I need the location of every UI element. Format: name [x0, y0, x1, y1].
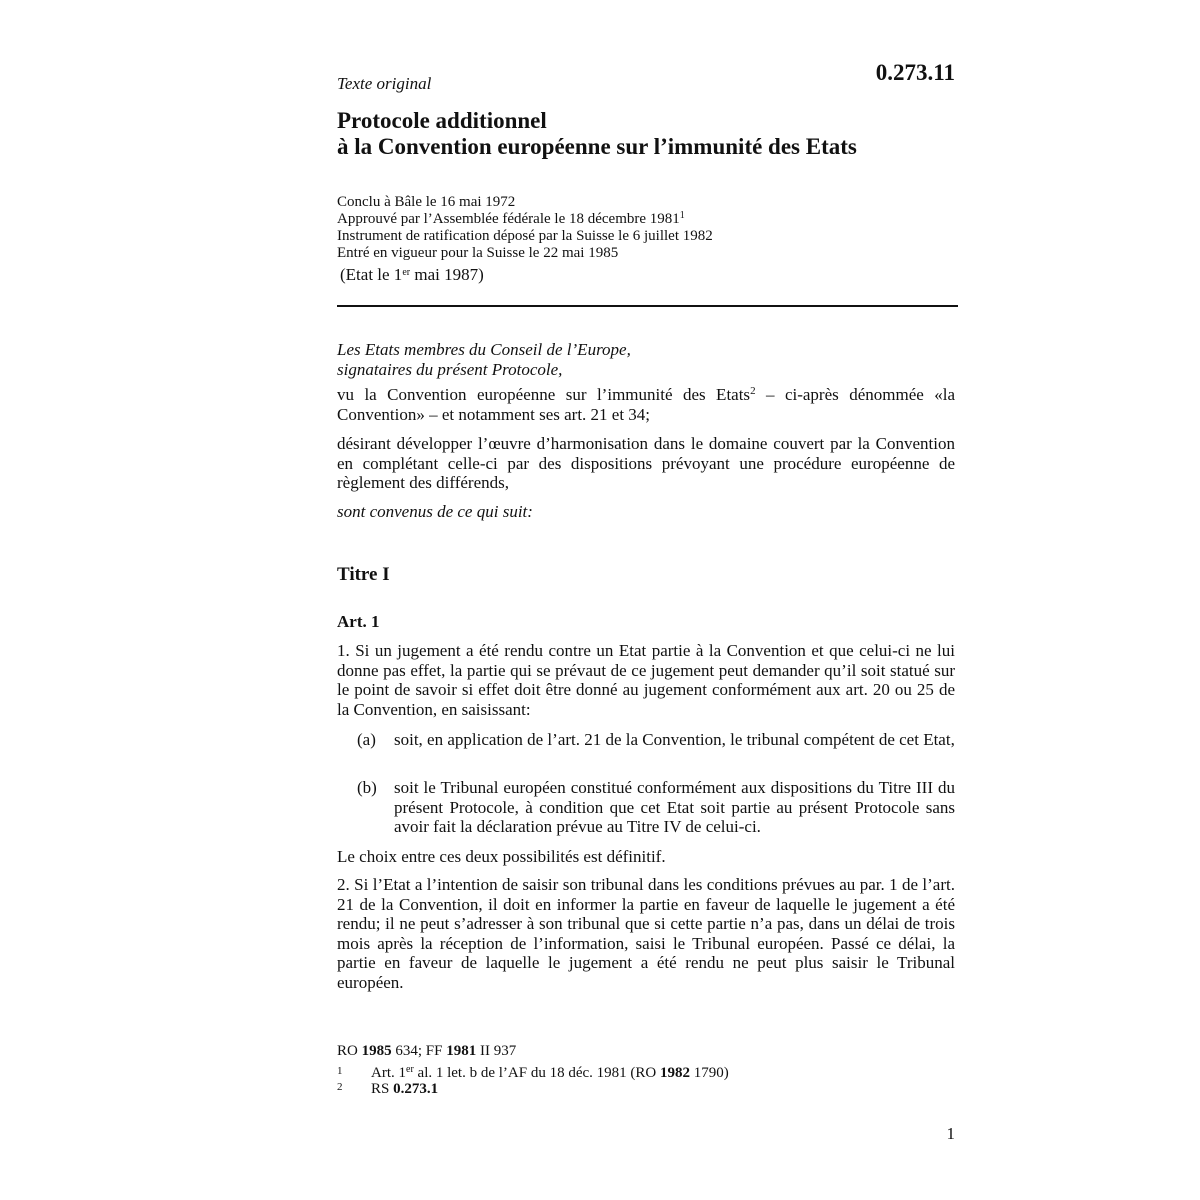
footnote-text — [371, 1081, 957, 1097]
fn2-text-a: RS — [371, 1081, 394, 1097]
meta-in-force: Entré en vigueur pour la Suisse le 22 mai 1985 — [337, 245, 619, 261]
header-divider — [337, 305, 958, 307]
page-number: 1 — [946, 1124, 955, 1143]
preamble-heading-line-1: Les Etats membres du Conseil de l’Europe, — [337, 340, 631, 359]
footnote-number: 2 — [337, 1081, 343, 1093]
article-paragraph-1: 1. Si un jugement a été rendu contre un Etat partie à la Convention et que celui-ci ne lui donne pas effet, la partie qui se prévaut de ce jugement peut demander qu’il soit statué sur le point de savoir si effet doit être donné au jugement conformément aux art. 20 ou 25 de la Convention, en saisissant: — [337, 641, 955, 719]
preamble-closing: sont convenus de ce qui suit: — [337, 502, 533, 521]
list-item-b — [337, 778, 955, 837]
list-item-text: soit le Tribunal européen constitué conformément aux dispositions du Titre III du présent Protocole, à condition que cet Etat soit partie au présent Protocole sans avoir fait la déclaration prévue au Titre IV de celui-ci. — [394, 778, 955, 836]
preamble-p1-text-a: vu la Convention européenne sur l’immunité des Etats — [337, 385, 751, 404]
ff-year: 1981 — [446, 1043, 477, 1059]
state-prefix: (Etat le 1 — [340, 265, 403, 284]
fn2-rs-number[interactable]: 0.273.1 — [393, 1081, 439, 1097]
preamble-p1-text-b: – ci-après dénommée «la Convention» – et notamment ses art. 21 et 34; — [337, 385, 956, 424]
title-line-2: à la Convention européenne sur l’immunité des Etats — [337, 134, 857, 159]
fn1-text-a: Art. 1 — [371, 1065, 406, 1081]
list-item-letter: (b) — [357, 778, 377, 797]
footnote-number: 1 — [337, 1065, 343, 1077]
preamble-heading-line-2: signataires du présent Protocole, — [337, 359, 563, 379]
ro-label: RO — [337, 1043, 362, 1059]
footnote-1 — [337, 1065, 957, 1081]
ff-ref: II 937 — [476, 1043, 517, 1059]
title-line-1: Protocole additionnel — [337, 108, 547, 133]
choice-statement: Le choix entre ces deux possibilités est définitif. — [337, 847, 666, 866]
list-item-a — [337, 730, 955, 750]
meta-state-date — [337, 264, 957, 286]
preamble-paragraph-1 — [337, 385, 955, 424]
document-metadata — [337, 194, 957, 286]
footnote-ref-1[interactable]: 1 — [679, 210, 685, 221]
meta-ratification: Instrument de ratification déposé par la Suisse le 6 juillet 1982 — [337, 228, 713, 244]
text-status: Texte original — [337, 74, 432, 93]
article-paragraph-2: 2. Si l’Etat a l’intention de saisir son tribunal dans les conditions prévues au par. 1 de l’art. 21 de la Convention, il doit en informer la partie en faveur de laquelle le jugement a été rendu; il ne peut s’adresser à son tribunal que si cette partie n’a pas, dans un délai de trois mois après la réception de l’information, saisi le Tribunal européen. Passé ce délai, la partie en faveur de laquelle le jugement a été rendu ne peut plus saisir le Tribunal européen. — [337, 875, 955, 992]
footnote-text — [371, 1065, 957, 1081]
list-item-letter: (a) — [357, 730, 376, 749]
meta-concluded: Conclu à Bâle le 16 mai 1972 — [337, 194, 516, 210]
meta-approved-text: Approuvé par l’Assemblée fédérale le 18 décembre 1981 — [337, 211, 680, 227]
fn1-text-d: 1790) — [690, 1065, 729, 1081]
section-title: Titre I — [337, 564, 390, 585]
fn1-year: 1982 — [660, 1065, 690, 1081]
meta-approved — [337, 211, 957, 228]
list-item-text: soit, en application de l’art. 21 de la Convention, le tribunal compétent de cet Etat, — [394, 730, 955, 749]
ro-year: 1985 — [361, 1043, 392, 1059]
state-suffix: mai 1987) — [410, 265, 484, 284]
state-sup: er — [402, 267, 411, 278]
document-title — [337, 108, 977, 160]
footnote-ref-2[interactable]: 2 — [750, 385, 756, 397]
footnote-2 — [337, 1081, 957, 1097]
ro-page-ff: 634; FF — [391, 1043, 447, 1059]
sr-number: 0.273.11 — [875, 60, 955, 85]
article-heading: Art. 1 — [337, 612, 380, 631]
publication-reference — [337, 1043, 957, 1060]
preamble-paragraph-2: désirant développer l’œuvre d’harmonisation dans le domaine couvert par la Convention en complétant celle-ci par des dispositions prévoyant une procédure européenne de règlement des différends, — [337, 434, 955, 492]
fn1-sup: er — [406, 1064, 414, 1075]
fn1-text-b: al. 1 let. b de l’AF du 18 déc. 1981 (RO — [413, 1065, 660, 1081]
preamble-heading — [337, 340, 955, 379]
